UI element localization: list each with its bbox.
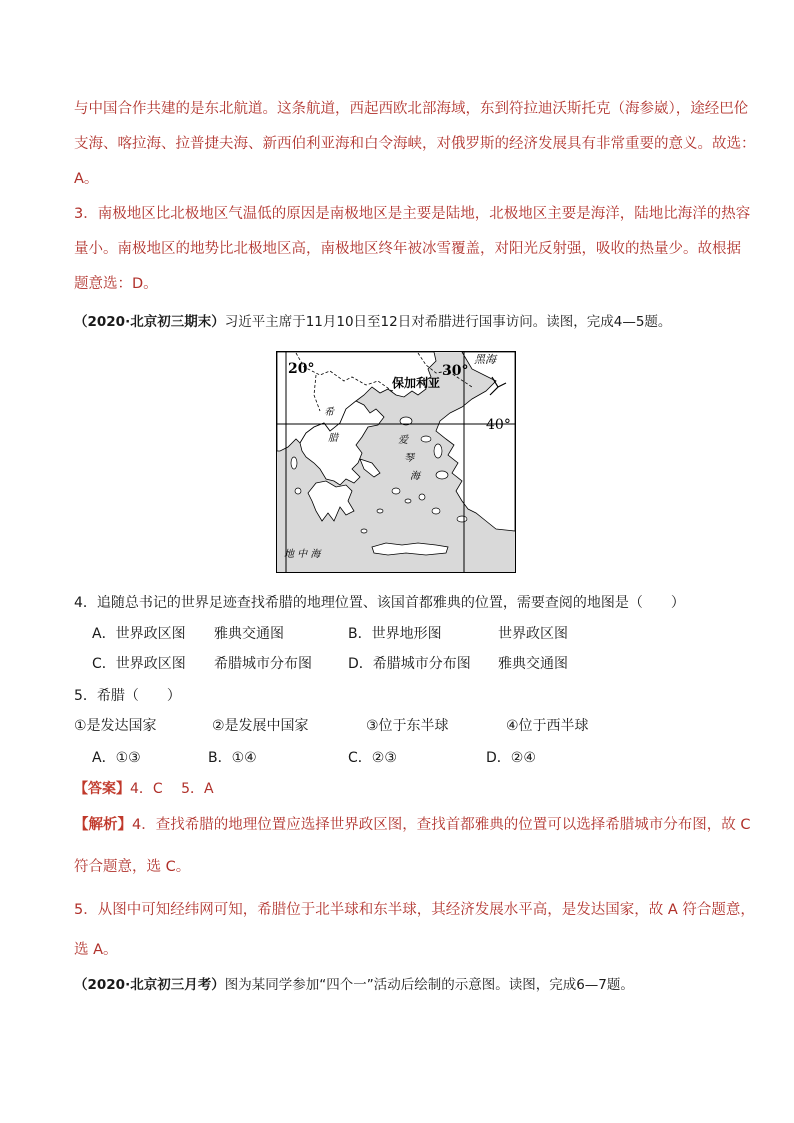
label-bulgaria: 保加利亚 (392, 376, 441, 390)
analysis-line: 3．南极地区比北极地区气温低的原因是南极地区是主要是陆地，北极地区主要是海洋，陆地比海洋的热容 (74, 206, 751, 222)
statement-4: ④位于西半球 (506, 718, 589, 734)
question-5-stem: 5．希腊（ ） (74, 688, 181, 704)
source-label: （2020·北京初三月考） (74, 977, 225, 993)
statement-3: ③位于东半球 (366, 718, 449, 734)
option-d-part2: 雅典交通图 (498, 656, 568, 672)
label-30: 30° (442, 363, 469, 379)
explain-tag: 【解析】 (74, 817, 132, 833)
label-black-sea: 黑海 (474, 353, 496, 366)
option-c: C．②③ (348, 750, 397, 766)
greece-map (276, 351, 516, 573)
island (419, 494, 425, 500)
analysis-line: 与中国合作共建的是东北航道。这条航道，西起西欧北部海域，东到符拉迪沃斯托克（海参崴），途经巴伦 (74, 101, 749, 117)
option-a: A．世界政区图 (92, 626, 186, 642)
analysis-line: 量小。南极地区的地势比北极地区高，南极地区终年被冰雪覆盖，对阳光反射强，吸收的热量少。故根据 (74, 241, 741, 257)
label-greece: 希 (324, 407, 334, 418)
analysis-line: A。 (74, 171, 99, 187)
intro-text: 图为某同学参加“四个一”活动后绘制的示意图。读图，完成6—7题。 (224, 977, 634, 993)
label-greece: 腊 (328, 433, 338, 444)
answer-row (74, 779, 214, 799)
question-intro (74, 312, 671, 332)
island (295, 488, 301, 494)
label-40: 40° (486, 417, 511, 433)
option-c-part2: 希腊城市分布图 (214, 656, 312, 672)
option-b-part2: 世界政区图 (498, 626, 568, 642)
island (432, 508, 440, 514)
explain-line: 符合题意，选 C。 (74, 859, 191, 875)
label-aegean: 琴 (404, 453, 414, 464)
island (457, 516, 467, 522)
question-4-stem: 4．追随总书记的世界足迹查找希腊的地理位置、该国首都雅典的位置，需要查阅的地图是（ ） (74, 595, 685, 611)
island (361, 529, 367, 533)
answer-text: 4．C 5．A (130, 781, 214, 797)
statement-2: ②是发展中国家 (212, 718, 309, 734)
island (436, 471, 448, 479)
island (291, 457, 297, 469)
option-a: A．①③ (92, 750, 141, 766)
explain-line: 选 A。 (74, 942, 118, 958)
question-intro (74, 975, 634, 995)
analysis-line: 题意选：D。 (74, 276, 158, 292)
crete (372, 543, 448, 555)
label-aegean: 海 (410, 471, 420, 482)
island (434, 444, 442, 458)
answer-tag: 【答案】 (74, 781, 130, 797)
option-d: D．②④ (486, 750, 536, 766)
label-aegean: 爱 (398, 435, 408, 446)
statement-1: ①是发达国家 (74, 718, 157, 734)
option-d: D．希腊城市分布图 (348, 656, 471, 672)
option-c: C．世界政区图 (92, 656, 186, 672)
island (421, 436, 431, 442)
option-a-part2: 雅典交通图 (214, 626, 284, 642)
source-label: （2020·北京初三期末） (74, 314, 225, 330)
option-b: B．①④ (208, 750, 257, 766)
island (392, 488, 400, 494)
label-mediterranean: 地 中 海 (284, 549, 321, 560)
explain-line: 5．从图中可知经纬网可知，希腊位于北半球和东半球，其经济发展水平高，是发达国家，故 A 符合题意， (74, 902, 755, 918)
option-b: B．世界地形图 (348, 626, 442, 642)
island (377, 509, 383, 513)
label-20: 20° (288, 361, 315, 377)
intro-text: 习近平主席于11月10日至12日对希腊进行国事访问。读图，完成4—5题。 (224, 314, 672, 330)
explain-row (74, 815, 750, 835)
analysis-line: 支海、喀拉海、拉普捷夫海、新西伯利亚海和白令海峡，对俄罗斯的经济发展具有非常重要的意义。故选： (74, 136, 756, 152)
explain-text: 4．查找希腊的地理位置应选择世界政区图，查找首都雅典的位置可以选择希腊城市分布图，故 C (132, 817, 751, 833)
island (405, 499, 411, 503)
